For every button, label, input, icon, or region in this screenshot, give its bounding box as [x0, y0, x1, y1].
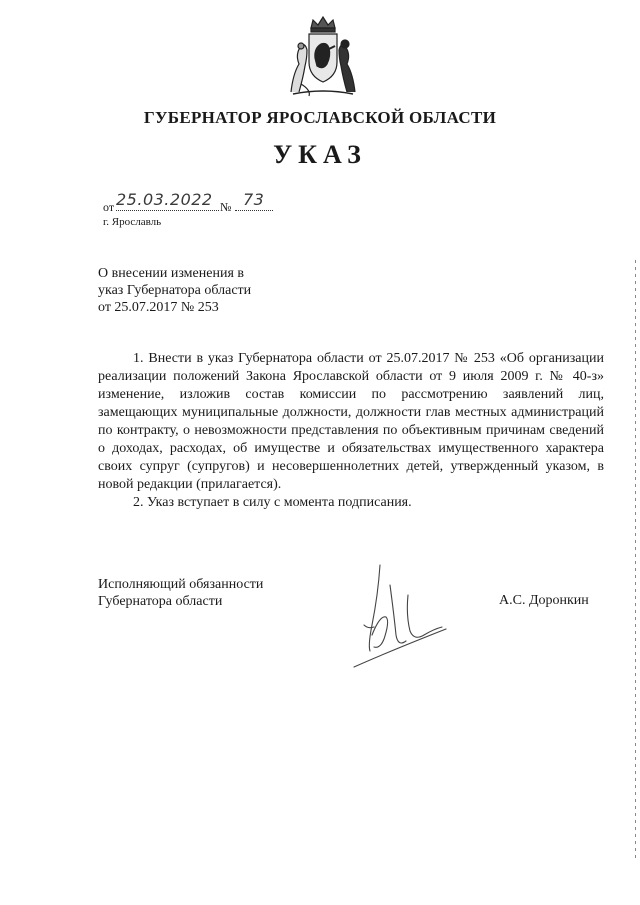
scan-edge-line: [635, 260, 636, 860]
signatory-name: А.С. Доронкин: [499, 593, 589, 608]
number-underline: [235, 210, 273, 211]
position-line: Губернатора области: [98, 594, 223, 609]
document-type: УКАЗ: [273, 140, 367, 169]
date-underline: [116, 210, 219, 211]
subject-block: [98, 265, 338, 316]
body-paragraph-1: 1. Внести в указ Губернатора области от 25.07.2017 № 253 «Об организации реализации положений Закона Ярославской области от 9 июля 2009 г. № 40-з» изменение, изложив состав комиссии по рассмотрению заявлений лиц, замещающих муниципальные должности, должности глав местных администраций по контракту, о невозможности представления по объективным причинам сведений о доходах, расходах, об имуществе и обязательствах имущественного характера своих супруг (супругов) и несовершеннолетних детей, утвержденный указом, в новой редакции (прилагается).: [98, 351, 604, 492]
signature-icon: [350, 555, 450, 675]
authority-title: ГУБЕРНАТОР ЯРОСЛАВСКОЙ ОБЛАСТИ: [143, 108, 497, 127]
coat-of-arms-icon: [281, 14, 365, 98]
handwritten-number: 73: [243, 190, 265, 209]
subject-line: указ Губернатора области: [98, 283, 252, 298]
decree-body: [98, 350, 604, 512]
city-label: г. Ярославль: [103, 216, 162, 228]
date-prefix: от: [103, 200, 115, 214]
subject-line: от 25.07.2017 № 253: [98, 300, 219, 315]
signatory-position: [98, 576, 263, 610]
date-number-line: [103, 188, 303, 216]
subject-line: О внесении изменения в: [98, 266, 244, 281]
number-prefix: №: [220, 200, 232, 214]
position-line: Исполняющий обязанности: [98, 577, 264, 592]
body-paragraph-2: 2. Указ вступает в силу с момента подписания.: [133, 495, 412, 510]
handwritten-date: 25.03.2022: [116, 190, 213, 209]
